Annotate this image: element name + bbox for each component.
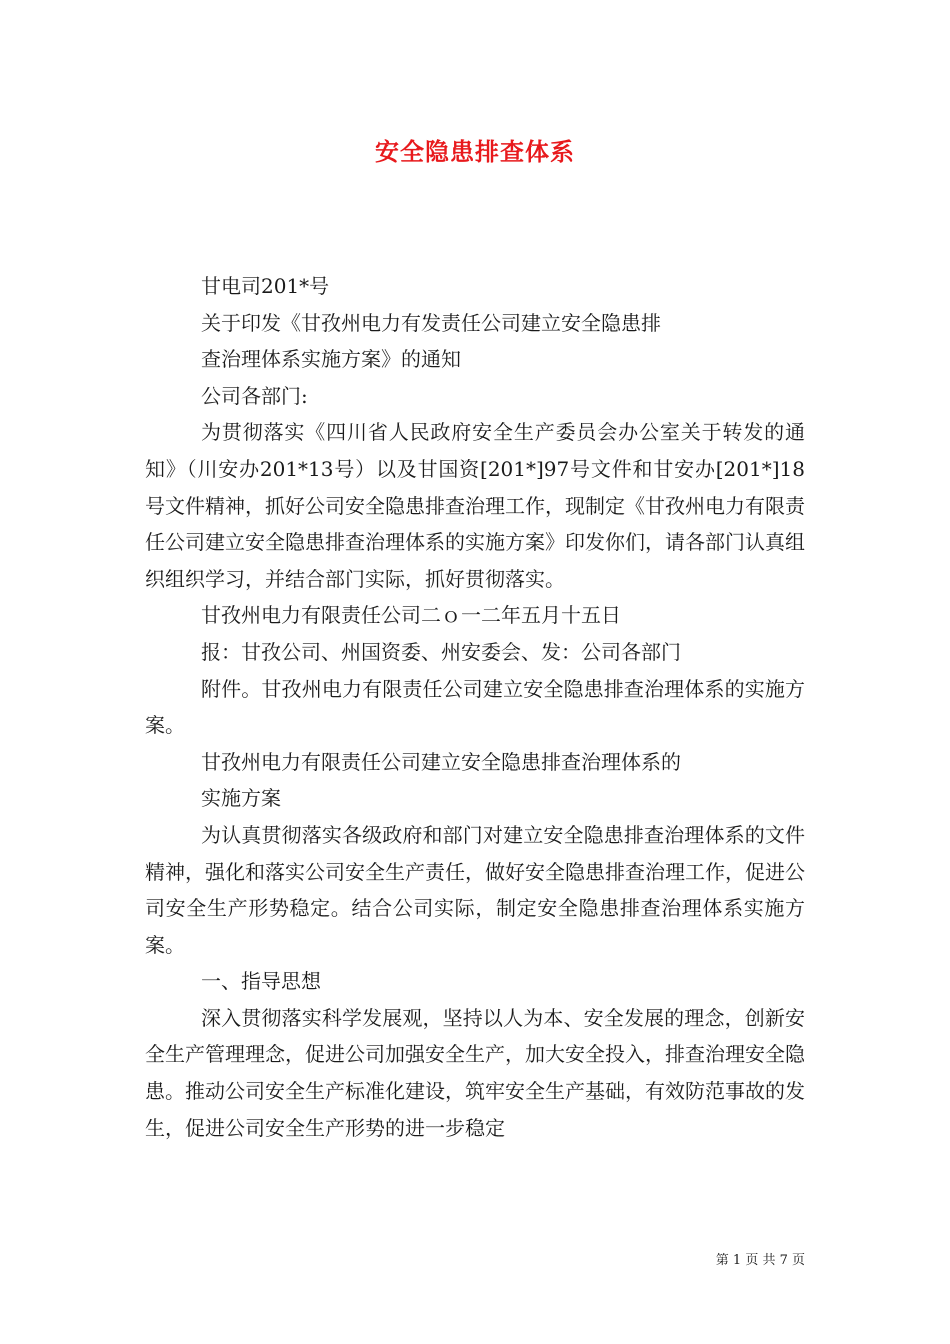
plan-title-line-2: 实施方案 <box>201 786 281 811</box>
plan-title-line-1: 甘孜州电力有限责任公司建立安全隐患排查治理体系的 <box>201 749 681 774</box>
document-number: 甘电司201*号 <box>201 274 330 298</box>
page-number: 第 1 页 共 7 页 <box>715 1253 805 1268</box>
notice-title-line-2: 查治理体系实施方案》的通知 <box>201 347 461 372</box>
section-heading: 一、指导思想 <box>201 969 321 994</box>
body-paragraph: 为贯彻落实《四川省人民政府安全生产委员会办公室关于转发的通知》（川安办201*13号）以及甘国资[201*]97号文件和甘安办[201*]18号文件精神，抓好公司安全隐患排查治理工作，现制定《甘孜州电力有限责任公司建立安全隐患排查治理体系的实施方案》印发你们，请各部门认真组织组织学习，并结合部门实际，抓好贯彻落实。 <box>145 420 805 591</box>
distribution-line: 报：甘孜公司、州国资委、州安委会、发：公司各部门 <box>201 639 681 664</box>
body-paragraph: 为认真贯彻落实各级政府和部门对建立安全隐患排查治理体系的文件精神，强化和落实公司安全生产责任，做好安全隐患排查治理工作，促进公司安全生产形势稳定。结合公司实际，制定安全隐患排查治理体系实施方案。 <box>145 822 805 957</box>
body-paragraph: 深入贯彻落实科学发展观，坚持以人为本、安全发展的理念，创新安全生产管理理念，促进公司加强安全生产，加大安全投入，排查治理安全隐患。推动公司安全生产标准化建设，筑牢安全生产基础，有效防范事故的发生，促进公司安全生产形势的进一步稳定 <box>145 1005 805 1140</box>
issuer-date: 甘孜州电力有限责任公司二ｏ一二年五月十五日 <box>201 603 621 628</box>
document-body <box>145 268 805 1146</box>
page-title: 安全隐患排查体系 <box>375 138 575 166</box>
salutation: 公司各部门: <box>201 383 308 408</box>
attachment-line: 附件。甘孜州电力有限责任公司建立安全隐患排查治理体系的实施方案。 <box>145 676 805 738</box>
notice-title-line-1: 关于印发《甘孜州电力有发责任公司建立安全隐患排 <box>201 310 661 335</box>
